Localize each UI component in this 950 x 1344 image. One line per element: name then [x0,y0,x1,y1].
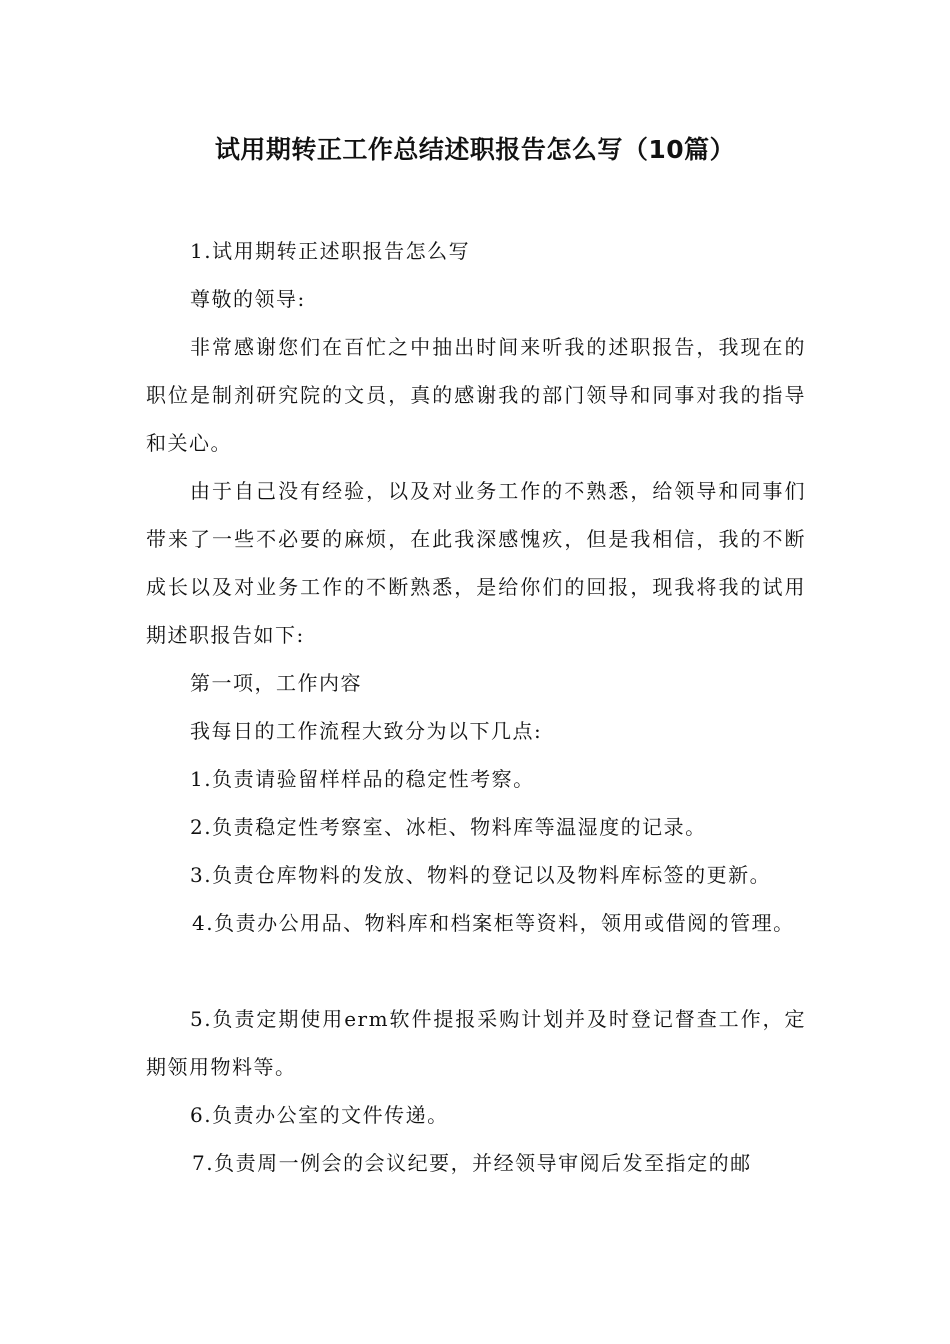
paragraph: 我每日的工作流程大致分为以下几点: [190,719,543,743]
list-item: 6.负责办公室的文件传递。 [190,1103,449,1127]
paragraph: 非常感谢您们在百忙之中抽出时间来听我的述职报告，我现在的职位是制剂研究院的文员，真的感谢我的部门领导和同事对我的指导和关心。 [146,335,806,455]
list-item: 3.负责仓库物料的发放、物料的登记以及物料库标签的更新。 [190,863,772,887]
list-item: 7.负责周一例会的会议纪要，并经领导审阅后发至指定的邮 [192,1151,752,1175]
section-heading: 1.试用期转正述职报告怎么写 [190,239,471,263]
list-item: 4.负责办公用品、物料库和档案柜等资料，领用或借阅的管理。 [192,911,795,935]
subsection-heading: 第一项，工作内容 [190,671,362,695]
paragraph: 由于自己没有经验，以及对业务工作的不熟悉，给领导和同事们带来了一些不必要的麻烦，在此我深感愧疚，但是我相信，我的不断成长以及对业务工作的不断熟悉，是给你们的回报，现我将我的试用期述职报告如下: [146,479,806,647]
list-item: 5.负责定期使用erm软件提报采购计划并及时登记督查工作，定期领用物料等。 [146,1007,806,1079]
salutation: 尊敬的领导: [190,287,306,311]
list-item: 1.负责请验留样样品的稳定性考察。 [190,767,535,791]
list-item: 2.负责稳定性考察室、冰柜、物料库等温湿度的记录。 [190,815,707,839]
document-title: 试用期转正工作总结述职报告怎么写（10篇） [214,135,736,164]
